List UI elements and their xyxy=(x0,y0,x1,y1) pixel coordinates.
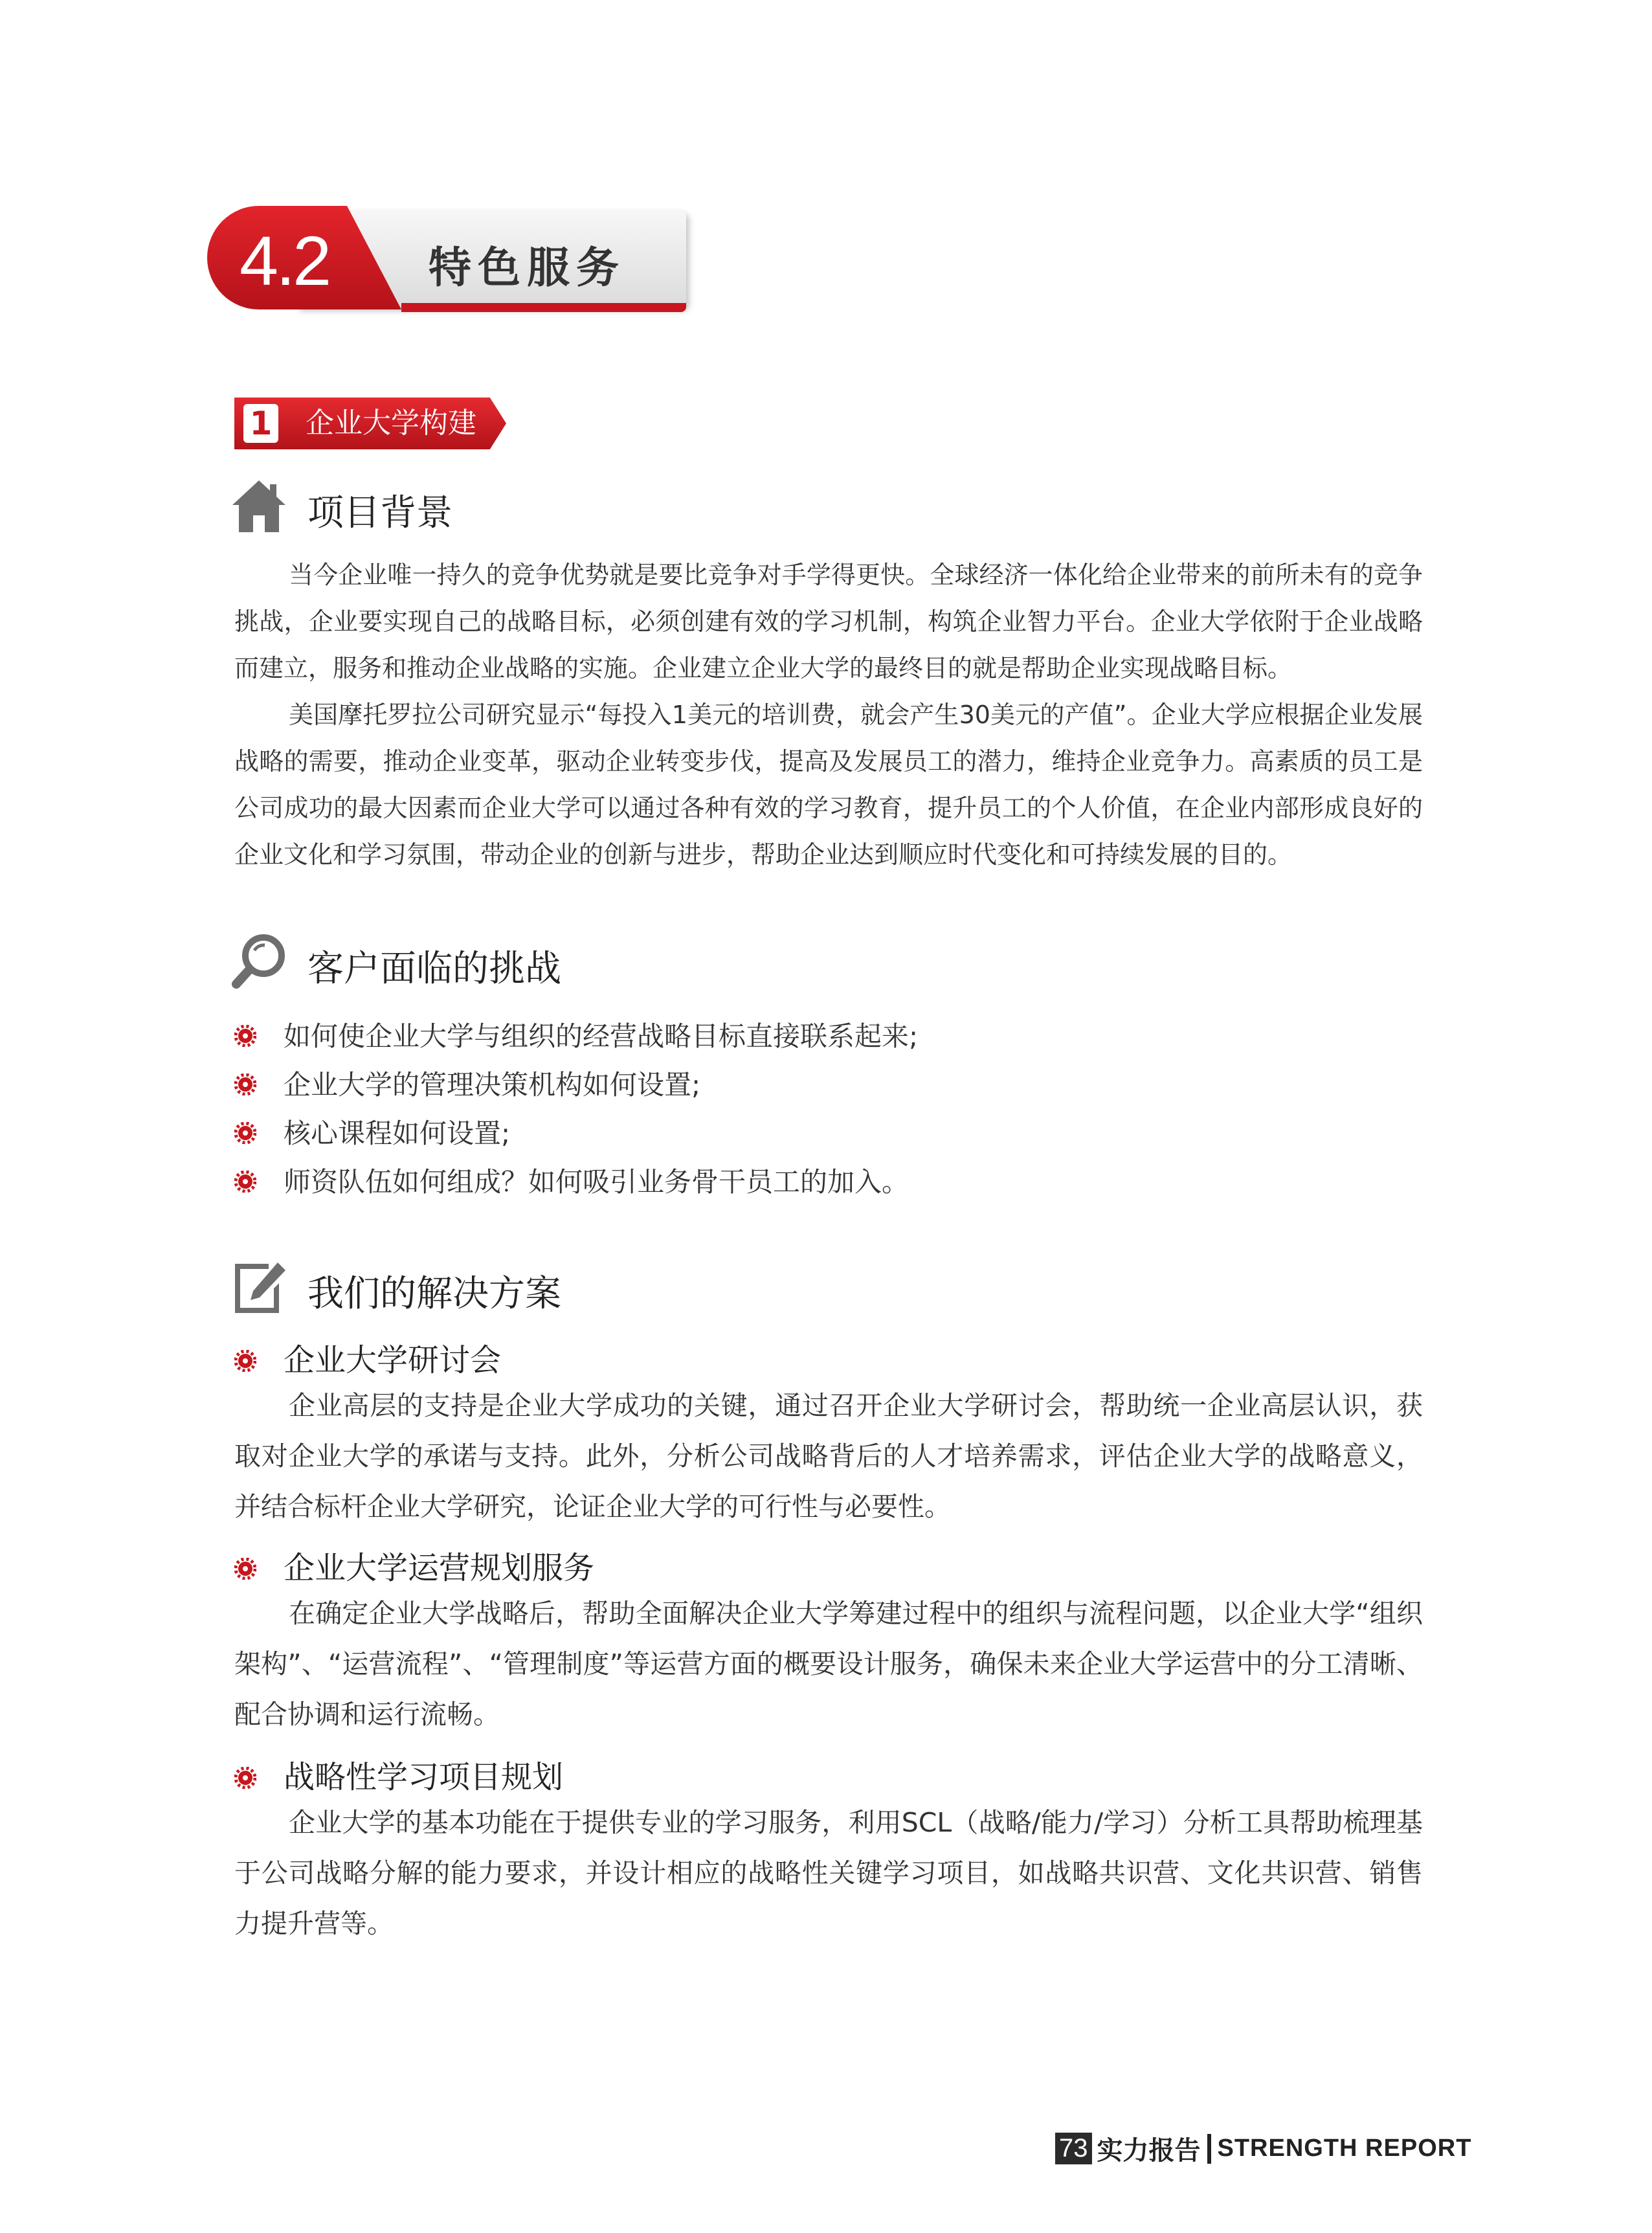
gear-bullet-icon xyxy=(234,1350,256,1372)
gear-bullet-icon xyxy=(234,1558,256,1580)
background-paragraph-2: 美国摩托罗拉公司研究显示“每投入1美元的培训费，就会产生30美元的产值”。企业大学应根据企业发展战略的需要，推动企业变革，驱动企业转变步伐，提高及发展员工的潜力，维持企业竞争力。高素质的员工是公司成功的最大因素而企业大学可以通过各种有效的学习教育，提升员工的个人价值，在企业内部形成良好的企业文化和学习氛围，带动企业的创新与进步，帮助企业达到顺应时代变化和可持续发展的目的。 xyxy=(234,701,1423,869)
gear-bullet-icon xyxy=(234,1767,256,1789)
footer-cn-title: 实力报告 xyxy=(1097,2136,1201,2166)
subsection-title: 企业大学构建 xyxy=(306,407,476,440)
solution-title: 战略性学习项目规划 xyxy=(234,1752,563,1797)
challenges-heading-text: 客户面临的挑战 xyxy=(307,948,561,990)
gear-bullet-icon xyxy=(234,1171,256,1193)
solution-title: 企业大学运营规划服务 xyxy=(234,1543,594,1588)
magnifier-icon xyxy=(230,932,288,991)
section-number: 4.2 xyxy=(240,221,329,300)
solution-text: 企业大学的基本功能在于提供专业的学习服务，利用SCL（战略/能力/学习）分析工具帮助梳理基于公司战略分解的能力要求，并设计相应的战略性关键学习项目，如战略共识营、文化共识营、销售力提升营等。 xyxy=(234,1807,1423,1939)
solution-text: 在确定企业大学战略后，帮助全面解决企业大学筹建过程中的组织与流程问题，以企业大学“组织架构”、“运营流程”、“管理制度”等运营方面的概要设计服务，确保未来企业大学运营中的分工清晰、配合协调和运行流畅。 xyxy=(234,1598,1423,1730)
subsection-tag xyxy=(234,398,506,449)
challenge-item: 核心课程如何设置; xyxy=(234,1112,510,1151)
background-heading-text: 项目背景 xyxy=(307,492,452,534)
footer-divider xyxy=(1207,2134,1211,2164)
page-footer xyxy=(1055,2130,1471,2166)
page-number: 73 xyxy=(1055,2133,1092,2164)
gear-bullet-icon xyxy=(234,1025,256,1047)
section-header xyxy=(207,206,686,316)
solutions-heading-text: 我们的解决方案 xyxy=(307,1273,561,1315)
challenge-item: 如何使企业大学与组织的经营战略目标直接联系起来; xyxy=(234,1015,918,1054)
challenge-item: 师资队伍如何组成？如何吸引业务骨干员工的加入。 xyxy=(234,1161,909,1200)
gear-bullet-icon xyxy=(234,1073,256,1095)
subsection-number: 1 xyxy=(243,404,278,443)
section-header-underline xyxy=(401,303,686,312)
house-icon xyxy=(230,477,288,535)
challenge-item: 企业大学的管理决策机构如何设置; xyxy=(234,1064,700,1103)
footer-en-title: STRENGTH REPORT xyxy=(1217,2135,1472,2162)
pencil-note-icon xyxy=(230,1257,288,1316)
background-paragraph-1: 当今企业唯一持久的竞争优势就是要比竞争对手学得更快。全球经济一体化给企业带来的前所未有的竞争挑战，企业要实现自己的战略目标，必须创建有效的学习机制，构筑企业智力平台。企业大学依附于企业战略而建立，服务和推动企业战略的实施。企业建立企业大学的最终目的就是帮助企业实现战略目标。 xyxy=(234,561,1423,682)
section-title: 特色服务 xyxy=(429,243,625,293)
gear-bullet-icon xyxy=(234,1122,256,1144)
solution-title: 企业大学研讨会 xyxy=(234,1335,501,1380)
solution-text: 企业高层的支持是企业大学成功的关键，通过召开企业大学研讨会，帮助统一企业高层认识，获取对企业大学的承诺与支持。此外，分析公司战略背后的人才培养需求，评估企业大学的战略意义，并结合标杆企业大学研究，论证企业大学的可行性与必要性。 xyxy=(234,1390,1423,1522)
